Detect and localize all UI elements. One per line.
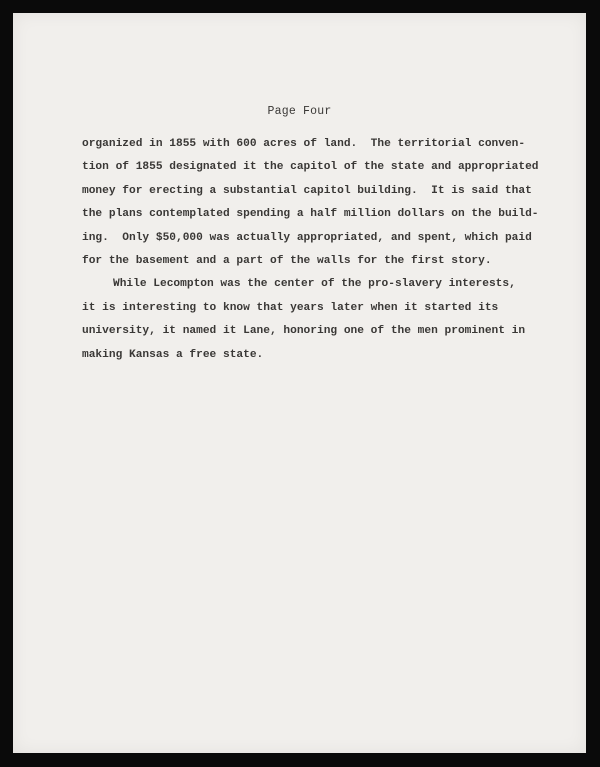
paragraph-2 — [82, 273, 552, 367]
text-line: ing. Only $50,000 was actually appropriated, and spent, which paid — [82, 231, 532, 244]
body-text — [82, 133, 552, 367]
text-line: money for erecting a substantial capitol building. It is said that — [82, 184, 532, 197]
text-line: for the basement and a part of the walls for the first story. — [82, 254, 492, 267]
text-line: it is interesting to know that years later when it started its — [82, 301, 499, 314]
text-line: organized in 1855 with 600 acres of land. The territorial conven- — [82, 138, 526, 150]
typewritten-page — [13, 13, 586, 753]
page-heading: Page Four — [267, 105, 332, 118]
text-line: While Lecompton was the center of the pro-slavery interests, — [113, 278, 516, 291]
text-line: making Kansas a free state. — [82, 348, 264, 361]
text-line: tion of 1855 designated it the capitol of the state and appropriated — [82, 161, 539, 174]
text-line: university, it named it Lane, honoring one of the men prominent in — [82, 325, 526, 338]
text-line: the plans contemplated spending a half million dollars on the build- — [82, 208, 539, 221]
paragraph-1 — [82, 133, 552, 273]
